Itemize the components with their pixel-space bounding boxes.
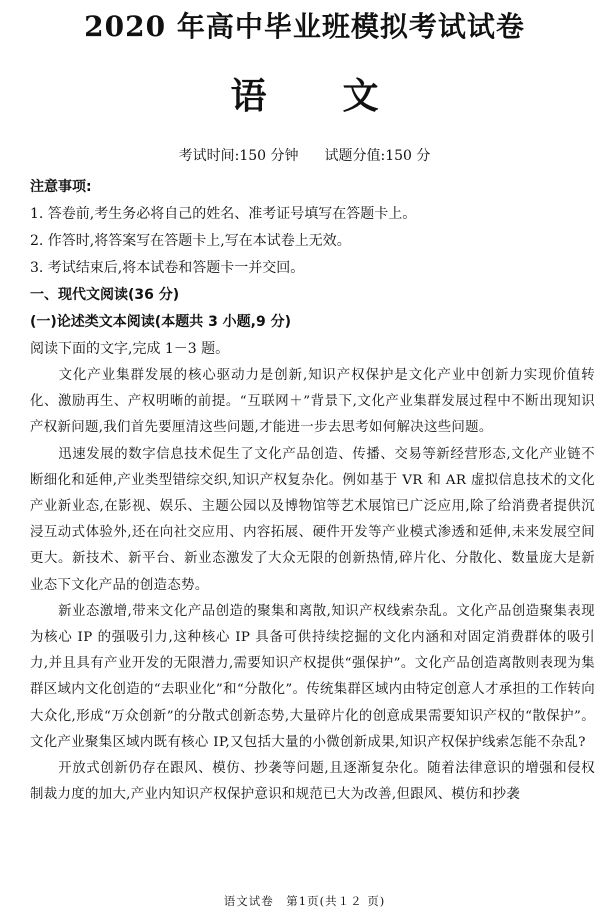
subject-char-1: 语 (230, 75, 267, 117)
paragraph-text: 迅速发展的数字信息技术促生了文化产品创造、传播、交易等新经营形态,文化产业链不断细化和延伸,产业类型错综交织,知识产权复杂化。例如基于 VR 和 AR 虚拟信息技术的文化产业新业态,在影视、娱乐、主题公园以及博物馆等艺术展馆已广泛应用,除了给消费者提供沉浸互动式体验外,还在向社交应用、内容拓展、硬件开发等产业模式渗透和延伸,未来发展空间更大。新技术、新平台、新业态激发了大众无限的创新热情,碎片化、分散化、数量庞大是新业态下文化产品的创造态势。 (30, 446, 595, 593)
exam-content (30, 174, 595, 808)
notice-item-2: 2. 作答时,将答案写在答题卡上,写在本试卷上无效。 (30, 233, 351, 249)
exam-title: 2020 年高中毕业班模拟考试试卷 (84, 10, 525, 43)
subject-title (0, 74, 609, 118)
article-paragraph-1 (30, 363, 595, 442)
article-paragraph-4 (30, 756, 595, 808)
notice-item-1: 1. 答卷前,考生务必将自己的姓名、准考证号填写在答题卡上。 (30, 206, 417, 222)
exam-time: 考试时间:150 分钟 (178, 148, 299, 164)
score-value: 试题分值:150 分 (324, 148, 431, 164)
subject-char-2: 文 (342, 75, 379, 117)
reading-instruction: 阅读下面的文字,完成 1－3 题。 (30, 341, 230, 357)
page-footer: 语文试卷 第1页(共１２ 页) (223, 894, 386, 908)
paragraph-text: 新业态激增,带来文化产品创造的聚集和离散,知识产权线索杂乱。文化产品创造聚集表现为核心 IP 的强吸引力,这种核心 IP 具备可供持续挖掘的文化内涵和对固定消费群体的吸引力,并且具有产业开发的无限潜力,需要知识产权提供“强保护”。文化产品创造离散则表现为集群区域内文化创造的“去职业化”和“分散化”。传统集群区域内由特定创意人才承担的工作转向大众化,形成“万众创新”的分散式创新态势,大量碎片化的创意成果需要知识产权的“散保护”。文化产业聚集区域内既有核心 IP,又包括大量的小微创新成果,知识产权保护线索怎能不杂乱? (30, 603, 595, 750)
paragraph-text: 文化产业集群发展的核心驱动力是创新,知识产权保护是文化产业中创新力实现价值转化、激励再生、产权明晰的前提。“互联网＋”背景下,文化产业集群发展过程中不断出现知识产权新问题,我们首先要厘清这些问题,才能进一步去思考如何解决这些问题。 (30, 368, 595, 436)
section-title: 一、现代文阅读(36 分) (30, 287, 180, 303)
notice-heading: 注意事项: (30, 179, 92, 195)
paragraph-text: 开放式创新仍存在跟风、模仿、抄袭等问题,且逐渐复杂化。随着法律意识的增强和侵权制裁力度的加大,产业内知识产权保护意识和规范已大为改善,但跟风、模仿和抄袭 (30, 761, 595, 803)
article-paragraph-2 (30, 442, 595, 599)
article-paragraph-3 (30, 599, 595, 756)
notice-item-3: 3. 考试结束后,将本试卷和答题卡一并交回。 (30, 260, 305, 276)
exam-meta (0, 146, 609, 166)
subsection-title: (一)论述类文本阅读(本题共 3 小题,9 分) (30, 314, 292, 330)
